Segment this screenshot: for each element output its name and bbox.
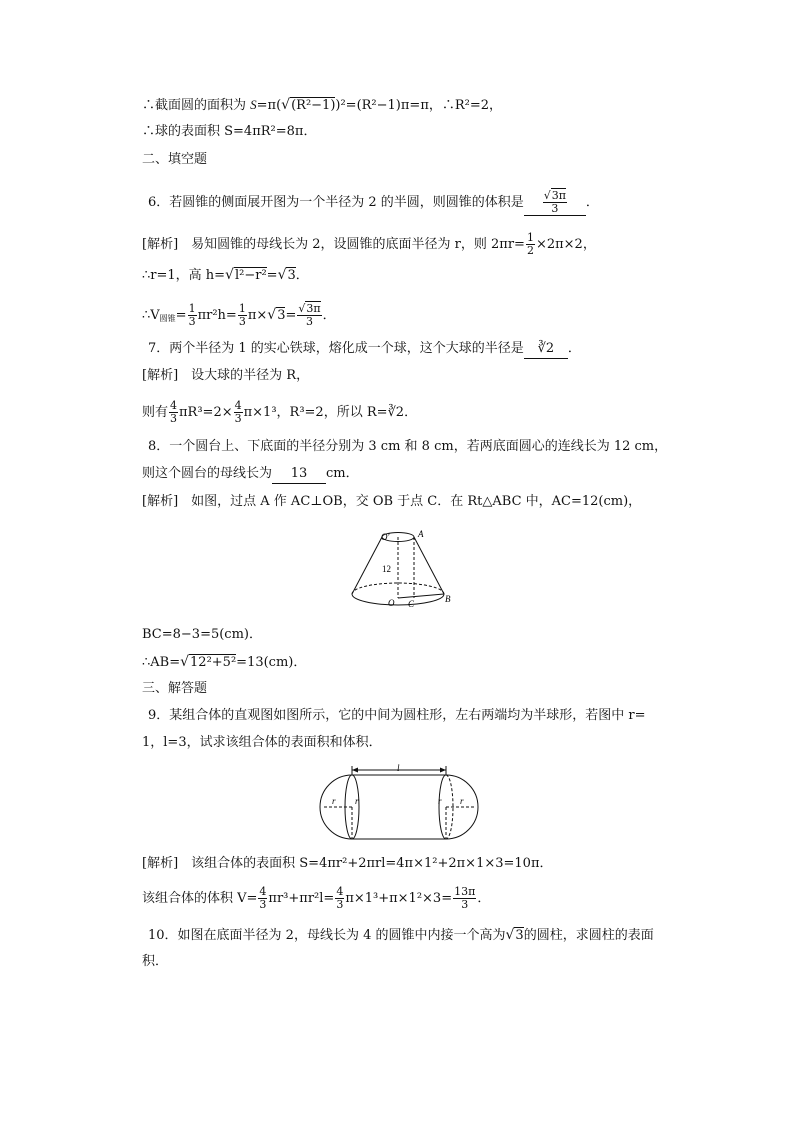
- question-8-line1: 8．一个圆台上、下底面的半径分别为 3 cm 和 8 cm，若两底面圆心的连线长为 12 cm，: [148, 439, 668, 454]
- question-text: 6．若圆锥的侧面展开图为一个半径为 2 的半圆，则圆锥的体积是: [148, 195, 524, 210]
- left-generatrix: [352, 537, 382, 594]
- text: 10．如图在底面半径为 2，母线长为 4 的圆锥中内接一个高为: [148, 928, 506, 943]
- solution-6-line2: ∴r=1，高 h=√l²−r²=√3．: [142, 267, 309, 283]
- solution-6-line3: $\therefore V_{圆锥}=$ $\frac{1}{3}$ πr²h= $\frac{1}{3}$ π×√3= $\frac{√3\pi}{3}$ ．: [142, 302, 336, 328]
- frac-num: 1: [188, 302, 196, 315]
- section-heading-solve: 三、解答题: [142, 681, 208, 696]
- question-6: 6．若圆锥的侧面展开图为一个半径为 2 的半圆，则圆锥的体积是 $\frac{√3\pi}{3}$ ．: [148, 189, 599, 215]
- frac-den: 3: [306, 315, 313, 328]
- text: ∴截面圆的面积为: [142, 98, 251, 113]
- answer-blank: 13: [272, 465, 326, 484]
- line-section-area: ∴截面圆的面积为 S=π(√(R²−1))²=(R²−1)π=π，∴R²=2，: [142, 97, 503, 113]
- text: 该组合体的体积 V=: [142, 891, 258, 906]
- frac-den: 3: [461, 898, 469, 911]
- radius-line-ob: [398, 594, 444, 598]
- text: ．: [322, 308, 336, 323]
- text: ×2π×2，: [535, 237, 596, 252]
- label-r-right-inner: r: [438, 796, 442, 806]
- text: =13(cm)．: [236, 655, 307, 670]
- answer-denominator: 3: [551, 202, 559, 215]
- text: 则有: [142, 405, 169, 420]
- text: ．: [477, 891, 491, 906]
- text: ．: [295, 268, 309, 283]
- radicand: (R²−1): [291, 98, 336, 113]
- text: =: [175, 308, 187, 323]
- l-arrow-right: [440, 768, 446, 773]
- frac-num: 1: [238, 302, 246, 315]
- text: ．: [567, 341, 581, 356]
- text: [解析] 易知圆锥的母线长为 2，设圆锥的底面半径为 r，则 2πr=: [142, 237, 525, 252]
- solution-8-line1: [解析] 如图，过点 A 作 AC⊥OB，交 OB 于点 C．在 Rt△ABC 中，AC=12(cm)，: [142, 494, 642, 509]
- text: π×1³+π×1²×3=: [345, 891, 453, 906]
- frac-num: 3π: [306, 302, 321, 315]
- frustum-diagram: [348, 526, 452, 612]
- label-a: A: [418, 529, 424, 539]
- radicand: 3: [287, 268, 296, 283]
- frac-den: 3: [170, 412, 178, 425]
- label-l: l: [397, 763, 400, 773]
- text: 的圆柱，求圆柱的表面: [523, 928, 654, 943]
- text: ²=(R²−1)π=π，∴R²=2，: [340, 98, 503, 113]
- answer-blank: $\frac{√3\pi}{3}$: [524, 190, 586, 216]
- right-section-ellipse-front: [439, 775, 446, 839]
- label-c: C: [408, 599, 415, 609]
- question-9-line1: 9．某组合体的直观图如图所示，它的中间为圆柱形，左右两端均为半球形，若图中 r=: [148, 708, 646, 723]
- capsule-diagram: [318, 762, 480, 844]
- solution-9-line2: [142, 886, 490, 911]
- frac-den: 3: [259, 898, 267, 911]
- frac-num: 4: [336, 885, 344, 898]
- solution-6-line1: [142, 232, 596, 257]
- label-o1: O′: [381, 532, 390, 542]
- text: =: [285, 308, 297, 323]
- text: ∴AB=: [142, 655, 181, 670]
- question-text: 7．两个半径为 1 的实心铁球，熔化成一个球，这个大球的半径是: [148, 341, 524, 356]
- text: πr³+πr²l=: [268, 891, 335, 906]
- text: ∴r=1，高 h=: [142, 268, 226, 283]
- subscript: 圆锥: [159, 314, 176, 323]
- l-arrow-left: [352, 768, 358, 773]
- right-generatrix: [414, 537, 444, 594]
- label-b: B: [445, 594, 451, 604]
- line-sphere-surface: ∴球的表面积 S=4πR²=8π．: [142, 124, 317, 139]
- question-8-line2: [142, 465, 359, 484]
- text: πR³=2×: [179, 405, 233, 420]
- text: πr²h=: [197, 308, 237, 323]
- radicand: l²−r²: [234, 268, 267, 283]
- solution-7-line1: [解析] 设大球的半径为 R，: [142, 368, 310, 383]
- frac-den: 3: [238, 315, 246, 328]
- radicand: 3: [515, 928, 524, 943]
- text: π×: [247, 308, 268, 323]
- frac-den: 3: [336, 898, 344, 911]
- text: cm．: [326, 466, 359, 481]
- label-r-left-inner: r: [355, 796, 359, 806]
- section-heading-fill: 二、填空题: [142, 152, 208, 167]
- solution-9-line1: [解析] 该组合体的表面积 S=4πr²+2πrl=4π×1²+2π×1×3=10π．: [142, 856, 553, 871]
- text: =: [266, 268, 278, 283]
- solution-8-line2: BC=8−3=5(cm)．: [142, 627, 262, 642]
- frac-num: 4: [170, 399, 178, 412]
- label-o: O: [388, 598, 395, 608]
- answer-numerator: 3π: [551, 189, 566, 202]
- radicand: 3: [277, 308, 286, 323]
- text: π×1³，R³=2，所以 R=∛2．: [243, 405, 418, 420]
- frac-num: 1: [526, 231, 534, 244]
- frac-den: 3: [188, 315, 196, 328]
- question-10-line2: 积．: [142, 954, 169, 969]
- frac-num: 4: [259, 885, 267, 898]
- solution-8-line3: ∴AB=√12²+5²=13(cm)．: [142, 654, 307, 670]
- label-height: 12: [382, 564, 391, 574]
- text: 则这个圆台的母线长为: [142, 466, 273, 481]
- question-9-line2: 1，l=3，试求该组合体的表面积和体积．: [142, 735, 382, 750]
- frac-num: 4: [234, 399, 242, 412]
- solution-7-line2: [142, 400, 417, 425]
- text: ∴V: [142, 308, 160, 323]
- frac-den: 3: [234, 412, 242, 425]
- frac-num: 13π: [454, 885, 476, 898]
- radicand: 12²+5²: [190, 655, 237, 670]
- label-r-right-outer: r: [460, 796, 464, 806]
- question-10-line1: 10．如图在底面半径为 2，母线长为 4 的圆锥中内接一个高为√3的圆柱，求圆柱的表面: [148, 927, 654, 943]
- frac-den: 2: [526, 244, 534, 257]
- question-7: [148, 340, 581, 359]
- answer-blank: ∛2: [524, 340, 568, 359]
- label-r-left-outer: r: [332, 796, 336, 806]
